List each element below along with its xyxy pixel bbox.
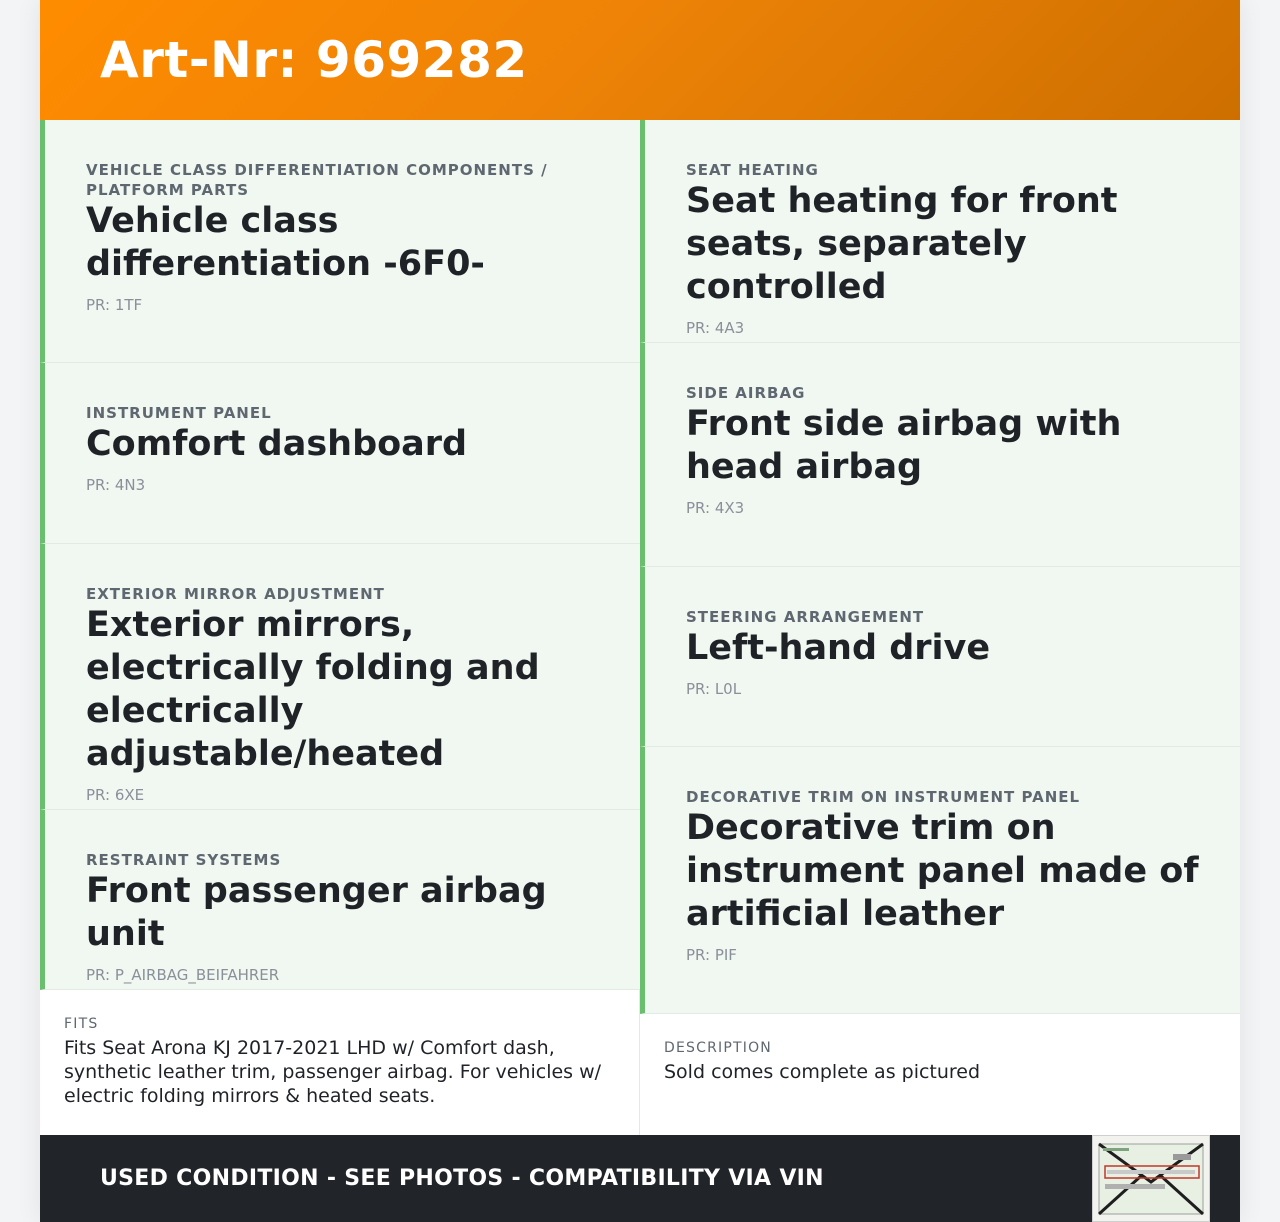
feature-title: Seat heating for front seats, separately controlled — [686, 181, 1118, 307]
feature-card — [640, 343, 1240, 567]
feature-pr-code: PR: 1TF — [86, 296, 143, 314]
features-grid — [40, 120, 1240, 1136]
feature-pr-code: PR: PIF — [686, 946, 737, 964]
footer-text: USED CONDITION - SEE PHOTOS - COMPATIBILITY VIA VIN — [100, 1166, 824, 1191]
feature-card — [40, 544, 640, 810]
feature-category: SEAT HEATING — [686, 161, 819, 179]
feature-pr-code: PR: 6XE — [86, 786, 145, 804]
feature-title: Left-hand drive — [686, 628, 991, 668]
feature-category: INSTRUMENT PANEL — [86, 404, 272, 422]
fits-label: FITS — [64, 1016, 99, 1032]
description-section — [640, 1014, 1240, 1135]
feature-category: EXTERIOR MIRROR ADJUSTMENT — [86, 585, 385, 603]
feature-pr-code: PR: 4A3 — [686, 319, 745, 337]
feature-category: STEERING ARRANGEMENT — [686, 608, 925, 626]
header — [40, 0, 1240, 120]
feature-card — [640, 120, 1240, 343]
feature-card — [640, 747, 1240, 1014]
right-column — [640, 120, 1240, 1136]
fits-text: Fits Seat Arona KJ 2017-2021 LHD w/ Comfort dash, synthetic leather trim, passenger airbag. For vehicles w/ electric folding mirrors & heated seats. — [64, 1037, 602, 1107]
feature-title: Decorative trim on instrument panel made of artificial leather — [686, 808, 1199, 934]
feature-card — [40, 810, 640, 990]
feature-card — [640, 567, 1240, 747]
left-column — [40, 120, 640, 1136]
column-divider — [639, 989, 640, 1135]
feature-title: Exterior mirrors, electrically folding and electrically adjustable/heated — [86, 605, 540, 774]
feature-title: Front passenger airbag unit — [86, 871, 547, 954]
feature-card — [40, 363, 640, 544]
feature-category: VEHICLE CLASS DIFFERENTIATION COMPONENTS / PLATFORM PARTS — [86, 161, 548, 199]
fits-section — [40, 990, 640, 1136]
page — [40, 0, 1240, 1222]
feature-category: DECORATIVE TRIM ON INSTRUMENT PANEL — [686, 788, 1081, 806]
feature-title: Vehicle class differentiation -6F0- — [86, 201, 485, 284]
feature-card — [40, 120, 640, 363]
feature-category: RESTRAINT SYSTEMS — [86, 851, 282, 869]
envelope-stamp-icon — [1092, 1135, 1210, 1222]
footer — [40, 1135, 1240, 1222]
feature-category: SIDE AIRBAG — [686, 384, 806, 402]
page-title: Art-Nr: 969282 — [100, 31, 528, 89]
description-label: DESCRIPTION — [664, 1040, 772, 1056]
feature-pr-code: PR: L0L — [686, 680, 742, 698]
feature-pr-code: PR: 4X3 — [686, 499, 745, 517]
feature-pr-code: PR: P_AIRBAG_BEIFAHRER — [86, 966, 280, 984]
feature-pr-code: PR: 4N3 — [86, 476, 146, 494]
feature-title: Comfort dashboard — [86, 424, 468, 464]
description-text: Sold comes complete as pictured — [664, 1061, 981, 1083]
feature-title: Front side airbag with head airbag — [686, 404, 1122, 487]
